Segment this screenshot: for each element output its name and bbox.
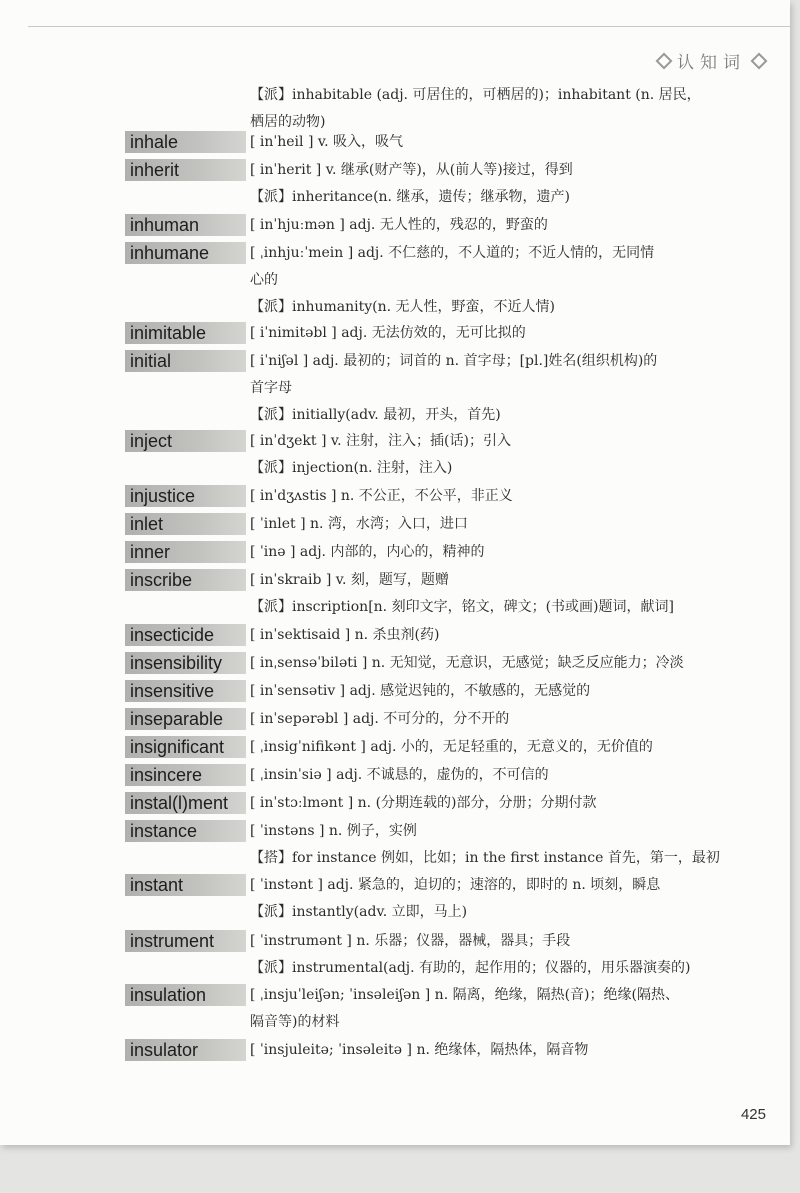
definition-line: 栖居的动物) [250, 114, 326, 130]
headword: inner [125, 541, 246, 563]
headword: insensitive [125, 680, 246, 702]
headword: inseparable [125, 708, 246, 730]
definition-line: [ inˈherit ] v. 继承(财产等)，从(前人等)接过，得到 [250, 162, 573, 178]
definition-line: [ inˈsensətiv ] adj. 感觉迟钝的，不敏感的，无感觉的 [250, 683, 591, 699]
definition-line: [ iˈniʃəl ] adj. 最初的；词首的 n. 首字母；[pl.]姓名(组织机构)的 [250, 353, 658, 369]
definition-line: [ inˈsektisaid ] n. 杀虫剂(药) [250, 627, 440, 643]
definition-line: [ ˈinstənt ] adj. 紧急的，迫切的；速溶的，即时的 n. 顷刻，瞬息 [250, 877, 661, 893]
headword: instal(l)ment [125, 792, 246, 814]
definition-line: [ inˈskraib ] v. 刻，题写，题赠 [250, 572, 449, 588]
definition-line: [ iˈnimitəbl ] adj. 无法仿效的，无可比拟的 [250, 325, 526, 341]
definition-line: [ inˈstɔːlmənt ] n. (分期连载的)部分，分册；分期付款 [250, 795, 597, 811]
headword: insincere [125, 764, 246, 786]
definition-line: 首字母 [250, 380, 292, 396]
headword: insulation [125, 984, 246, 1006]
page-number: 425 [740, 1106, 766, 1123]
headword: inimitable [125, 322, 246, 344]
definition-line: [ ˌinsigˈnifikənt ] adj. 小的，无足轻重的，无意义的，无价值的 [250, 739, 653, 755]
definition-line: 心的 [250, 272, 278, 288]
definition-line: [ ˈinsjuleitə; ˈinsəleitə ] n. 绝缘体，隔热体，隔音物 [250, 1042, 589, 1058]
derivative-line: 【派】instantly(adv. 立即，马上) [250, 904, 468, 920]
definition-line: [ inˈdʒʌstis ] n. 不公正，不公平，非正义 [250, 488, 513, 504]
derivative-line: 【派】inhumanity(n. 无人性，野蛮，不近人情) [250, 299, 556, 315]
definition-line: [ ˈinstəns ] n. 例子，实例 [250, 823, 417, 839]
definition-line: [ inˈsepərəbl ] adj. 不可分的，分不开的 [250, 711, 510, 727]
derivative-line: 【派】inheritance(n. 继承，遗传；继承物，遗产) [250, 189, 570, 205]
headword: instance [125, 820, 246, 842]
definition-line: [ ˈinə ] adj. 内部的，内心的，精神的 [250, 544, 485, 560]
derivative-line: 【派】initially(adv. 最初，开头，首先) [250, 407, 501, 423]
headword: inscribe [125, 569, 246, 591]
derivative-line: 【派】inhabitable (adj. 可居住的，可栖居的)；inhabitant (n. 居民， [250, 87, 701, 103]
derivative-line: 【搭】for instance 例如，比如；in the first instance 首先，第一，最初 [250, 850, 720, 866]
definition-line: [ inˌsensəˈbiləti ] n. 无知觉，无意识，无感觉；缺乏反应能力；冷淡 [250, 655, 684, 671]
headword: inlet [125, 513, 246, 535]
definition-line: [ ˌinsinˈsiə ] adj. 不诚恳的，虚伪的，不可信的 [250, 767, 549, 783]
headword: inject [125, 430, 246, 452]
header-title: 认知词 [677, 53, 746, 73]
headword: injustice [125, 485, 246, 507]
headword: insecticide [125, 624, 246, 646]
headword: instrument [125, 930, 246, 952]
definition-line: [ inˈheil ] v. 吸入，吸气 [250, 134, 404, 150]
headword: insensibility [125, 652, 246, 674]
definition-line: [ inˈdʒekt ] v. 注射，注入；插(话)；引入 [250, 433, 511, 449]
headword: insulator [125, 1039, 246, 1061]
derivative-line: 【派】injection(n. 注射，注入) [250, 460, 453, 476]
headword: initial [125, 350, 246, 372]
derivative-line: 【派】inscription[n. 刻印文字，铭文，碑文；(书或画)题词，献词] [250, 599, 674, 615]
page-header [651, 48, 772, 73]
headword: inhumane [125, 242, 246, 264]
definition-line: [ inˈhjuːmən ] adj. 无人性的，残忍的，野蛮的 [250, 217, 548, 233]
headword: inhuman [125, 214, 246, 236]
definition-line: [ ˌinhjuːˈmein ] adj. 不仁慈的，不人道的；不近人情的，无同情 [250, 245, 655, 261]
top-border [28, 26, 790, 27]
derivative-line: 【派】instrumental(adj. 有助的，起作用的；仪器的，用乐器演奏的) [250, 960, 691, 976]
headword: insignificant [125, 736, 246, 758]
diamond-icon [751, 52, 768, 69]
definition-line: 隔音等)的材料 [250, 1014, 340, 1030]
definition-line: [ ˌinsjuˈleiʃən; ˈinsəleiʃən ] n. 隔离，绝缘，隔热(音)；绝缘(隔热、 [250, 987, 679, 1003]
definition-line: [ ˈinlet ] n. 湾，水湾；入口，进口 [250, 516, 468, 532]
headword: inherit [125, 159, 246, 181]
headword: instant [125, 874, 246, 896]
diamond-icon [656, 52, 673, 69]
definition-line: [ ˈinstrumənt ] n. 乐器；仪器，器械，器具；手段 [250, 933, 571, 949]
headword: inhale [125, 131, 246, 153]
